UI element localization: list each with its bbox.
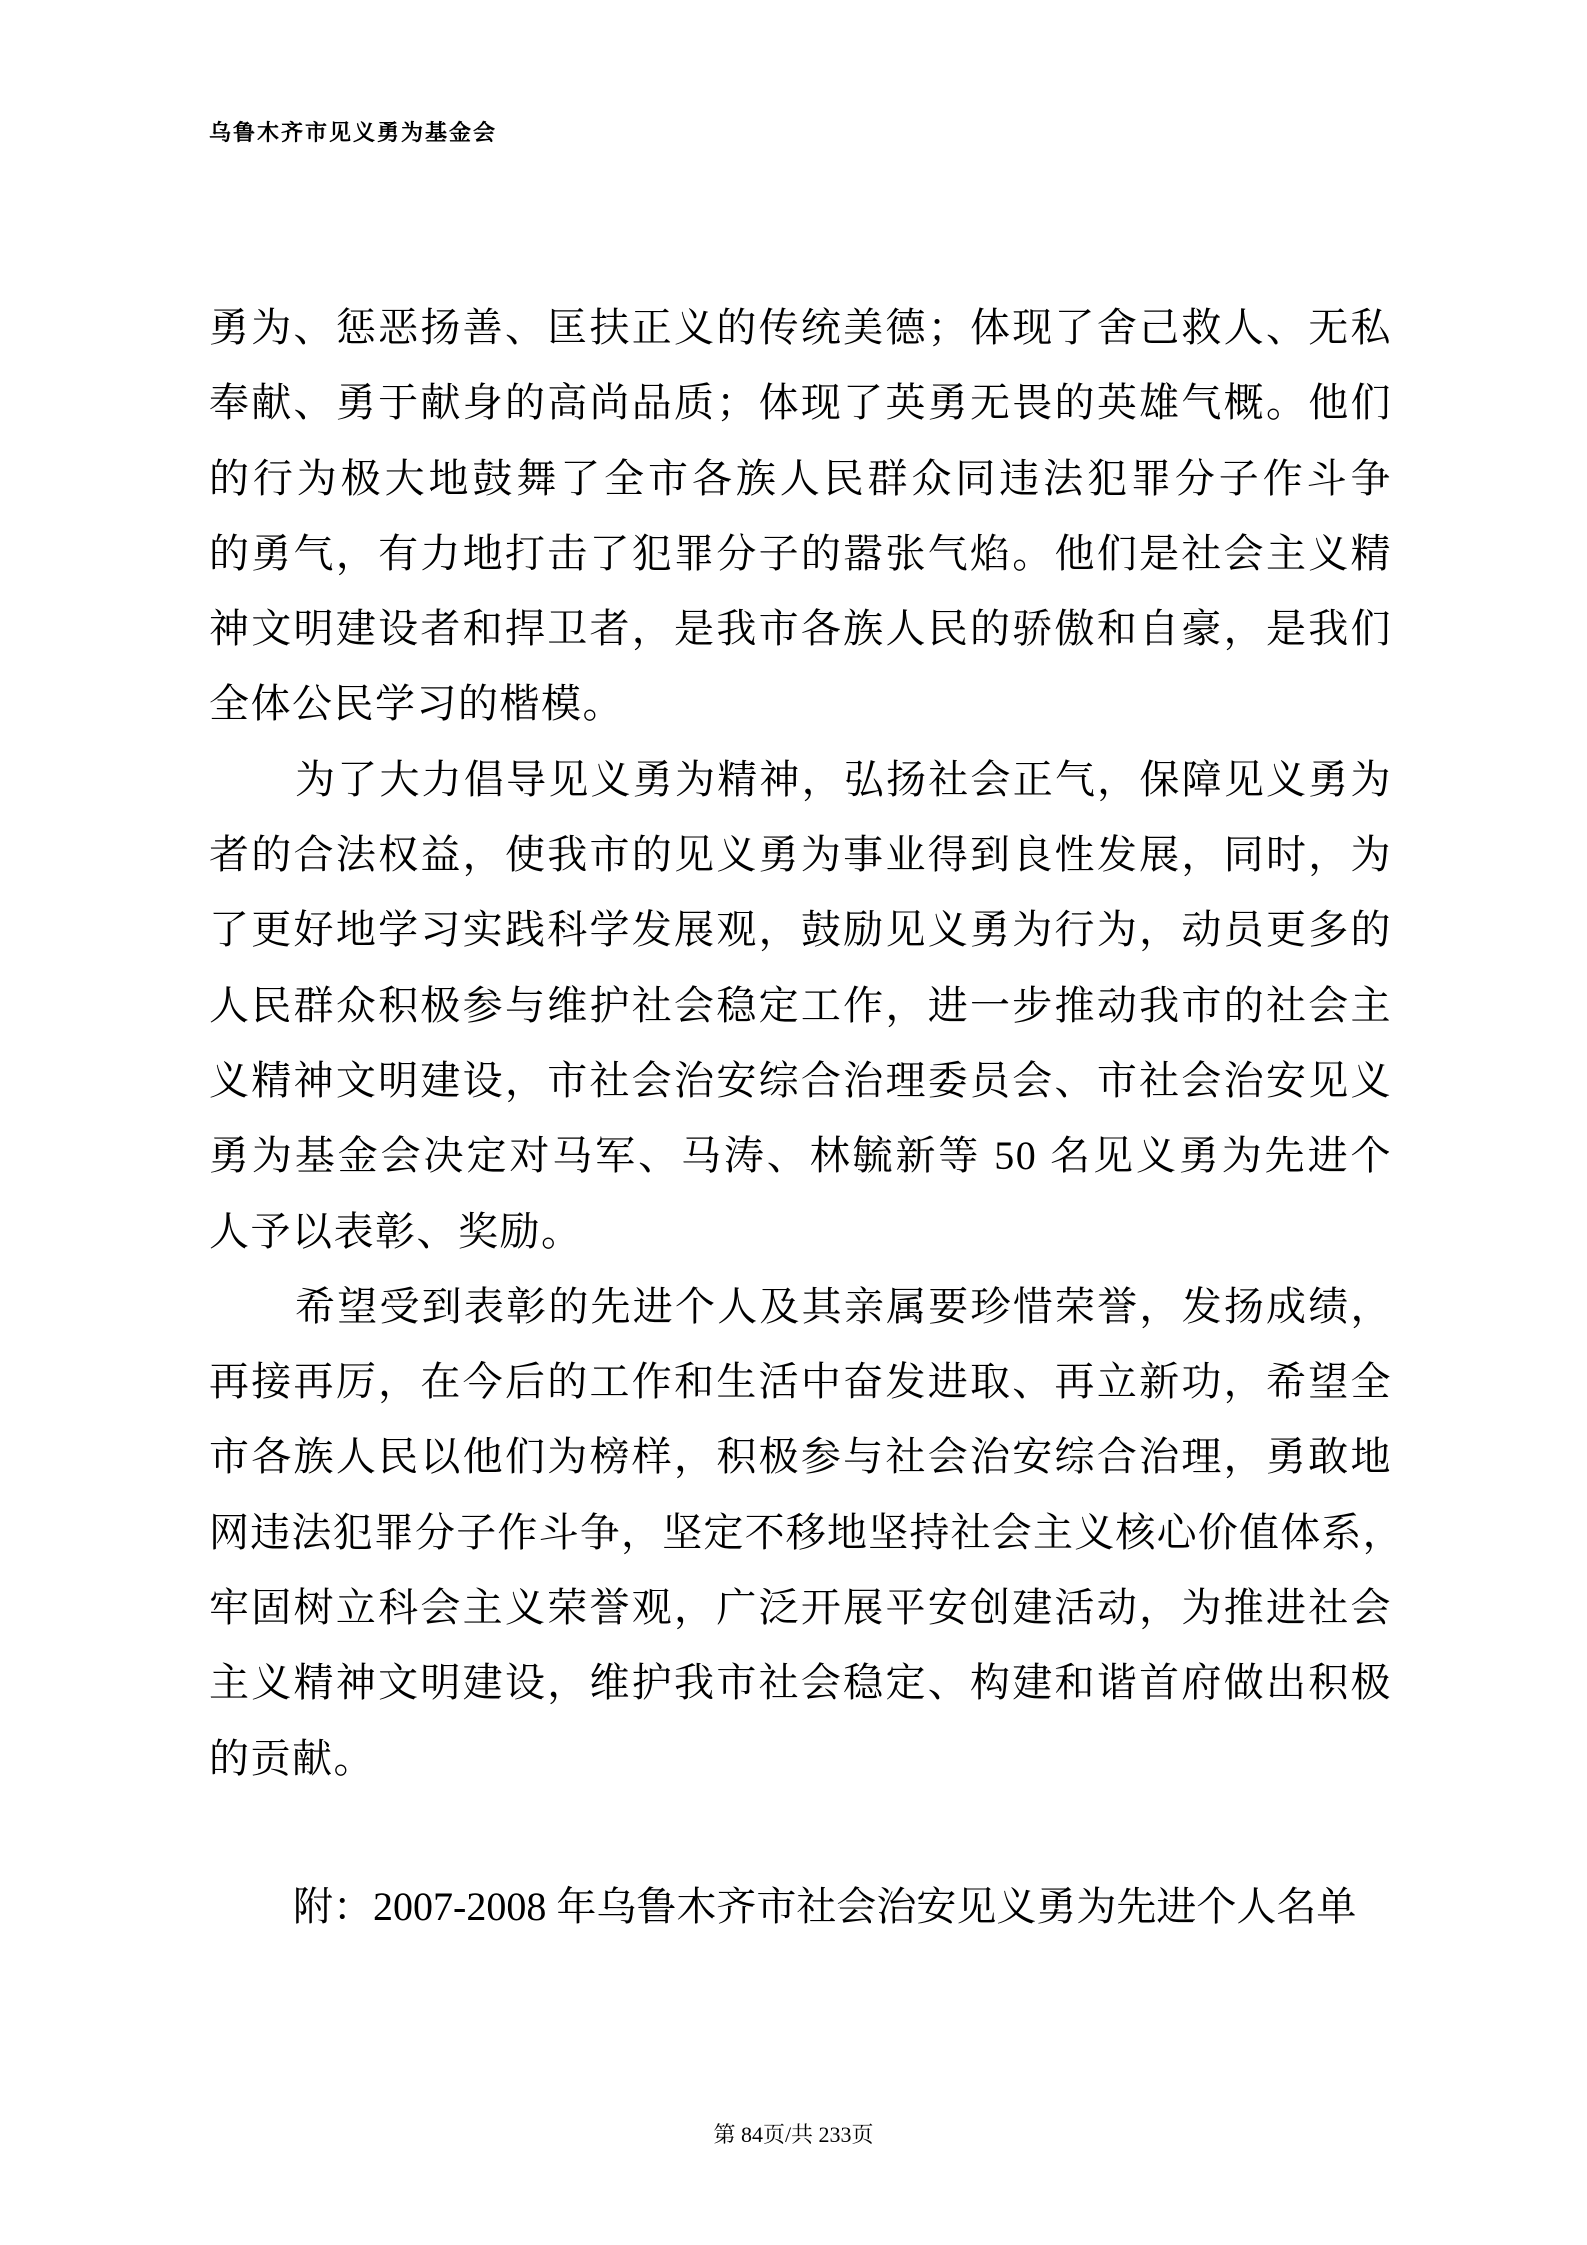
body-line: 神文明建设者和捍卫者，是我市各族人民的骄傲和自豪，是我们 [209,606,1392,652]
body-line: 勇为基金会决定对马军、马涛、林毓新等 50 名见义勇为先进个 [209,1133,1392,1179]
paragraph [209,1269,1404,1796]
body-line: 网违法犯罪分子作斗争，坚定不移地坚持社会主义核心价值体系， [209,1509,1404,1555]
body-line: 全体公民学习的楷模。 [209,681,624,727]
body-line: 的行为极大地鼓舞了全市各族人民群众同违法犯罪分子作斗争 [209,455,1392,501]
body-line: 牢固树立科会主义荣誉观，广泛开展平安创建活动，为推进社会 [209,1585,1392,1631]
body-line: 市各族人民以他们为榜样，积极参与社会治安综合治理，勇敢地 [209,1434,1392,1480]
body-line: 再接再厉，在今后的工作和生活中奋发进取、再立新功，希望全 [209,1359,1392,1405]
body-text [209,290,1404,1796]
appendix-title: 附：2007-2008 年乌鲁木齐市社会治安见义勇为先进个人名单 [293,1884,1357,1929]
page-header-org-name: 乌鲁木齐市见义勇为基金会 [209,120,498,146]
page-number-footer: 第 84页/共 233页 [713,2122,874,2147]
body-line: 人予以表彰、奖励。 [209,1208,583,1254]
paragraph [209,290,1392,742]
body-line: 为了大力倡导见义勇为精神，弘扬社会正气，保障见义勇为 [295,756,1392,802]
body-line: 勇为、惩恶扬善、匡扶正义的传统美德；体现了舍己救人、无私 [209,305,1392,350]
body-line: 了更好地学习实践科学发展观，鼓励见义勇为行为，动员更多的 [209,907,1392,953]
body-line: 者的合法权益，使我市的见义勇为事业得到良性发展，同时，为 [209,832,1392,878]
body-line: 希望受到表彰的先进个人及其亲属要珍惜荣誉，发扬成绩， [295,1283,1392,1329]
body-line: 的贡献。 [209,1735,375,1781]
body-line: 主义精神文明建设，维护我市社会稳定、构建和谐首府做出积极 [209,1660,1392,1706]
body-line: 奉献、勇于献身的高尚品质；体现了英勇无畏的英雄气概。他们 [209,380,1392,426]
body-line: 人民群众积极参与维护社会稳定工作，进一步推动我市的社会主 [209,982,1392,1028]
body-line: 的勇气，有力地打击了犯罪分子的嚣张气焰。他们是社会主义精 [209,530,1392,576]
body-line: 义精神文明建设，市社会治安综合治理委员会、市社会治安见义 [209,1057,1392,1103]
paragraph [209,742,1392,1269]
